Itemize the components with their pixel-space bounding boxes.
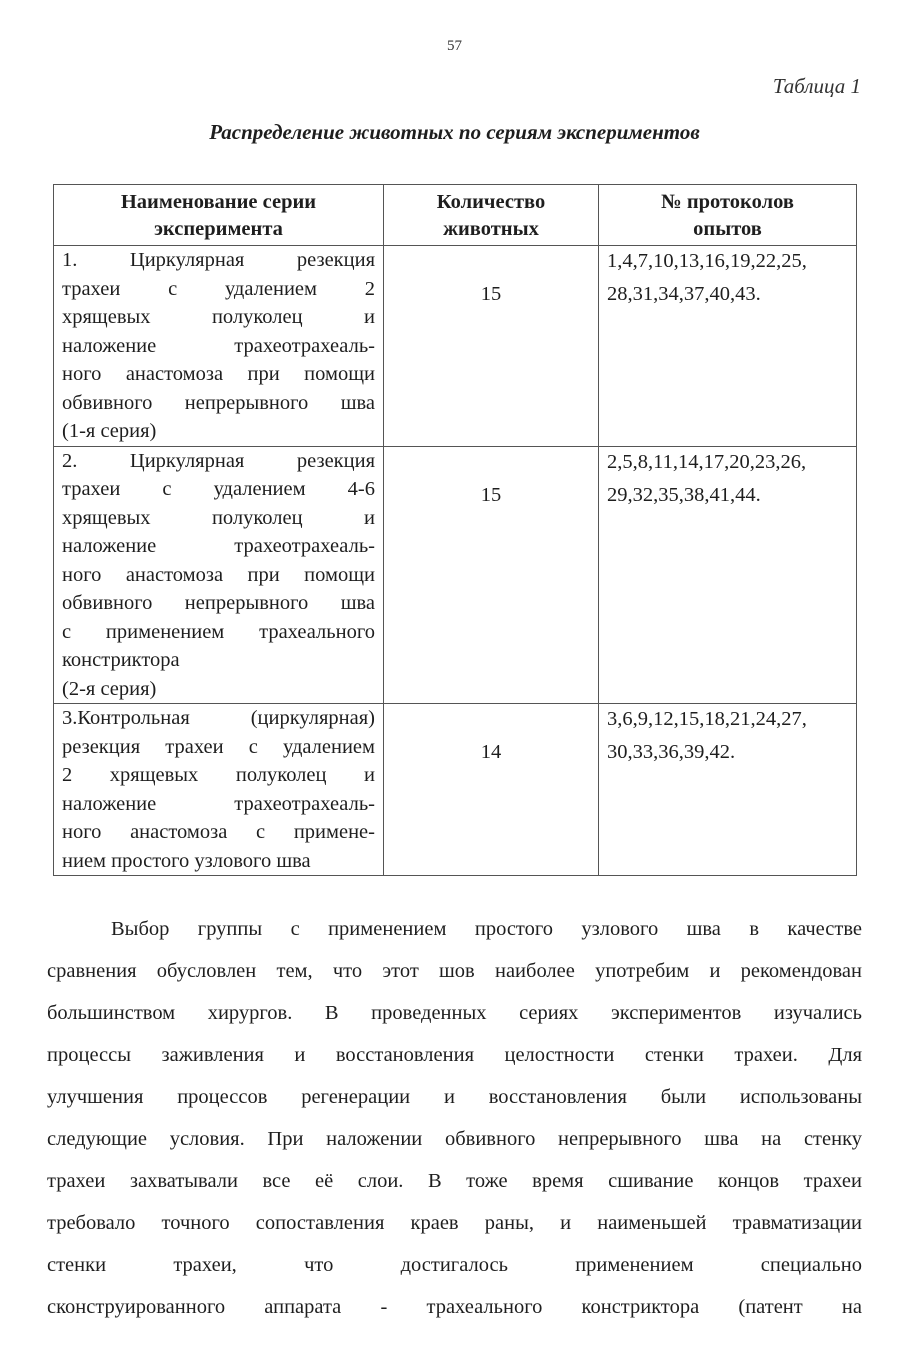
table-header-row	[54, 185, 857, 246]
series-name-line: 2. Циркулярная резекция	[62, 449, 375, 472]
protocol-numbers-line: 28,31,34,37,40,43.	[607, 283, 761, 305]
body-text-line: следующие условия. При наложении обвивного непрерывного шва на стенку	[47, 1128, 862, 1150]
series-name-line: хрящевых полуколец и	[62, 506, 375, 529]
series-name-line: ного анастомоза при помощи	[62, 563, 375, 586]
series-name-cell	[54, 704, 384, 876]
series-name-line: трахеи с удалением 2	[62, 277, 375, 300]
protocol-numbers-line: 3,6,9,12,15,18,21,24,27,	[607, 708, 807, 730]
protocol-numbers-cell	[599, 446, 857, 704]
header-line: Количество	[436, 191, 546, 213]
series-name-line: (2-я серия)	[62, 677, 157, 700]
series-name-line: с применением трахеального	[62, 620, 375, 643]
series-name-line: ного анастомоза с примене-	[62, 821, 375, 843]
series-table	[53, 184, 857, 876]
protocol-numbers-line: 30,33,36,39,42.	[607, 741, 736, 763]
series-name-line: наложение трахеотрахеаль-	[62, 535, 375, 557]
header-line: № протоколов	[661, 191, 794, 213]
animal-count: 15	[480, 283, 502, 305]
animal-count: 14	[480, 741, 502, 763]
table-title: Распределение животных по сериям экспериментов	[209, 120, 700, 144]
header-protocol-numbers	[599, 185, 857, 246]
series-name-cell	[54, 246, 384, 447]
body-text-line: улучшения процессов регенерации и восстановления были использованы	[47, 1086, 862, 1108]
table-label: Таблица 1	[772, 74, 861, 98]
series-name-line: ного анастомоза при помощи	[62, 363, 375, 385]
body-text-line: Выбор группы с применением простого узлового шва в качестве	[111, 918, 862, 940]
protocol-numbers-line: 1,4,7,10,13,16,19,22,25,	[607, 250, 807, 272]
header-line: животных	[443, 218, 539, 240]
protocol-numbers-line: 29,32,35,38,41,44.	[607, 483, 761, 506]
header-line: эксперимента	[154, 218, 283, 240]
body-text-line: стенки трахеи, что достигалось применением специально	[47, 1254, 862, 1276]
header-line: опытов	[693, 218, 762, 240]
body-text-line: сконструированного аппарата - трахеального констриктора (патент на	[47, 1296, 862, 1318]
series-name-line: обвивного непрерывного шва	[62, 391, 375, 414]
header-series-name	[54, 185, 384, 246]
series-name-line: констриктора	[62, 649, 180, 671]
animal-count-cell	[384, 704, 599, 876]
body-text-line: процессы заживления и восстановления целостности стенки трахеи. Для	[47, 1044, 862, 1066]
page-number: 57	[447, 38, 462, 54]
body-text-line: сравнения обусловлен тем, что этот шов наиболее употребим и рекомендован	[47, 960, 862, 982]
series-name-line: 1. Циркулярная резекция	[62, 249, 375, 271]
table-row	[54, 446, 857, 704]
animal-count: 15	[480, 483, 502, 506]
series-name-line: наложение трахеотрахеаль-	[62, 334, 375, 357]
protocol-numbers-cell	[599, 246, 857, 447]
body-text-line: большинством хирургов. В проведенных сериях экспериментов изучались	[47, 1002, 862, 1024]
series-name-line: нием простого узлового шва	[62, 849, 311, 872]
series-name-line: трахеи с удалением 4-6	[62, 478, 375, 500]
series-name-line: 2 хрящевых полуколец и	[62, 764, 375, 786]
series-name-line: 3.Контрольная (циркулярная)	[62, 707, 375, 729]
body-paragraph	[47, 908, 862, 1328]
series-name-line: обвивного непрерывного шва	[62, 592, 375, 614]
series-name-line: хрящевых полуколец и	[62, 306, 375, 328]
series-name-cell	[54, 446, 384, 704]
header-line: Наименование серии	[120, 191, 317, 213]
table-row	[54, 246, 857, 447]
protocol-numbers-line: 2,5,8,11,14,17,20,23,26,	[607, 450, 807, 473]
animal-count-cell	[384, 446, 599, 704]
series-name-line: (1-я серия)	[62, 420, 157, 442]
animal-count-cell	[384, 246, 599, 447]
protocol-numbers-cell	[599, 704, 857, 876]
body-text-line: трахеи захватывали все её слои. В тоже время сшивание концов трахеи	[47, 1170, 862, 1192]
body-text-line: требовало точного сопоставления краев раны, и наименьшей травматизации	[47, 1212, 862, 1234]
series-name-line: резекция трахеи с удалением	[62, 735, 375, 758]
table-row	[54, 704, 857, 876]
series-name-line: наложение трахеотрахеаль-	[62, 792, 375, 815]
header-animal-count	[384, 185, 599, 246]
